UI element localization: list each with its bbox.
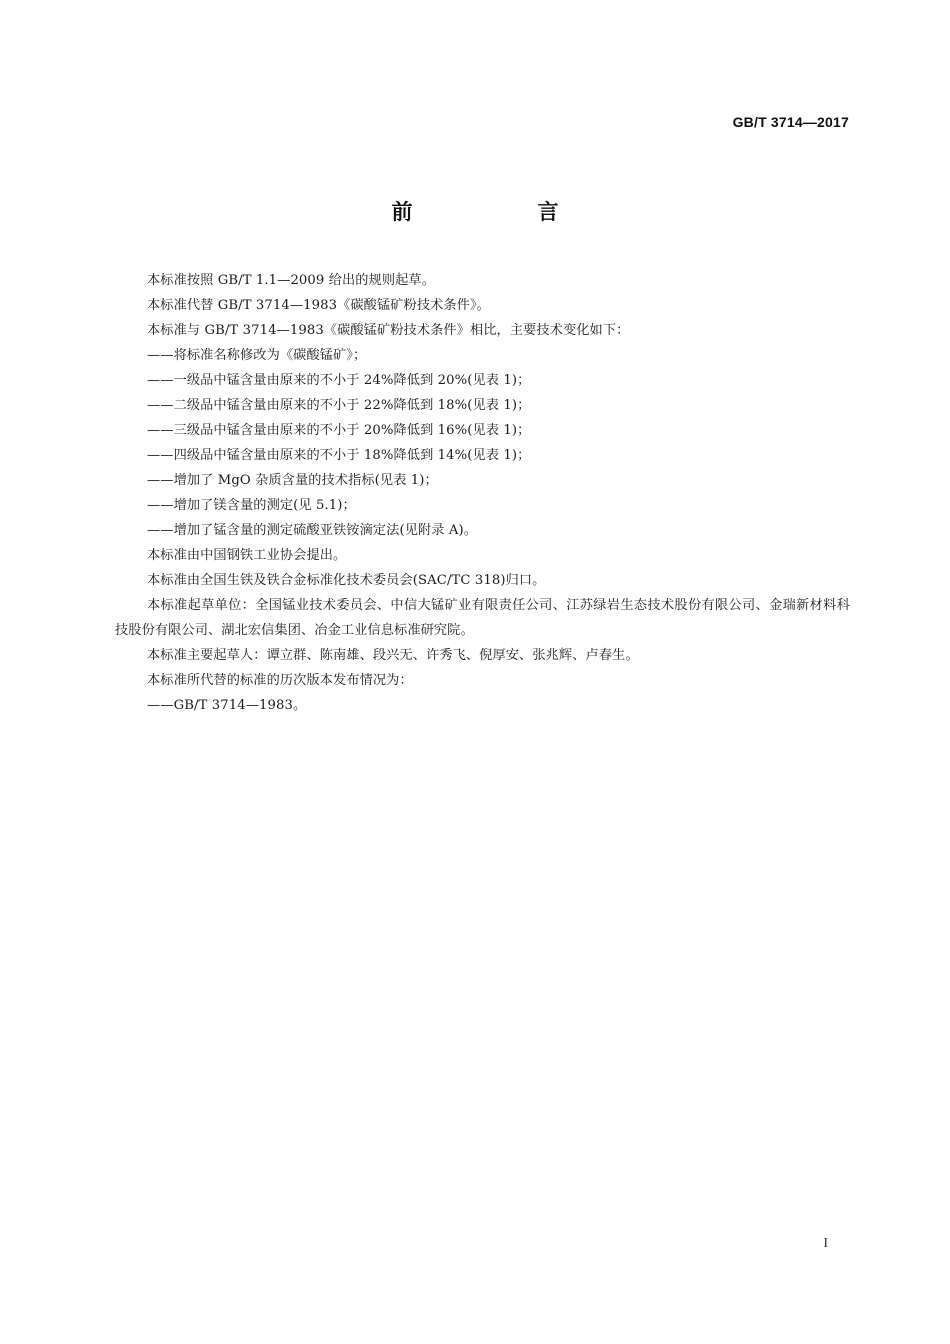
paragraph-changes-intro: 本标准与 GB/T 3714—1983《碳酸锰矿粉技术条件》相比，主要技术变化如下： (147, 323, 630, 338)
paragraph-replaces: 本标准代替 GB/T 3714—1983《碳酸锰矿粉技术条件》。 (147, 298, 490, 313)
paragraph-drafters: 本标准主要起草人：谭立群、陈南雄、段兴无、许秀飞、倪厚安、张兆辉、卢春生。 (147, 648, 639, 663)
list-item-previous-version: ——GB/T 3714—1983。 (147, 698, 307, 713)
list-item-grade-2: ——二级品中锰含量由原来的不小于 22%降低到 18%(见表 1)； (147, 398, 531, 413)
list-item-magnesium: ——增加了镁含量的测定(见 5.1)； (147, 498, 356, 513)
list-item-mgo: ——增加了 MgO 杂质含量的技术指标(见表 1)； (147, 473, 438, 488)
paragraph-drafting-rules: 本标准按照 GB/T 1.1—2009 给出的规则起草。 (147, 273, 435, 288)
standard-code: GB/T 3714—2017 (732, 114, 849, 130)
list-item-titration: ——增加了锰含量的测定硫酸亚铁铵滴定法(见附录 A)。 (147, 523, 478, 538)
list-item-rename: ——将标准名称修改为《碳酸锰矿》； (147, 348, 367, 363)
list-item-grade-3: ——三级品中锰含量由原来的不小于 20%降低到 16%(见表 1)； (147, 423, 531, 438)
paragraph-version-history: 本标准所代替的标准的历次版本发布情况为： (147, 673, 413, 688)
list-item-grade-4: ——四级品中锰含量由原来的不小于 18%降低到 14%(见表 1)； (147, 448, 531, 463)
paragraph-proposed-by: 本标准由中国钢铁工业协会提出。 (147, 548, 347, 563)
paragraph-drafting-units: 本标准起草单位：全国锰业技术委员会、中信大锰矿业有限责任公司、江苏绿岩生态技术股份有限公司、金瑞新材料科技股份有限公司、湖北宏信集团、冶金工业信息标准研究院。 (115, 598, 850, 638)
foreword-body (115, 268, 850, 718)
paragraph-under-jurisdiction: 本标准由全国生铁及铁合金标准化技术委员会(SAC/TC 318)归口。 (147, 573, 546, 588)
page-number: I (823, 1236, 828, 1251)
list-item-grade-1: ——一级品中锰含量由原来的不小于 24%降低到 20%(见表 1)； (147, 373, 531, 388)
page-title: 前 言 (391, 200, 611, 224)
